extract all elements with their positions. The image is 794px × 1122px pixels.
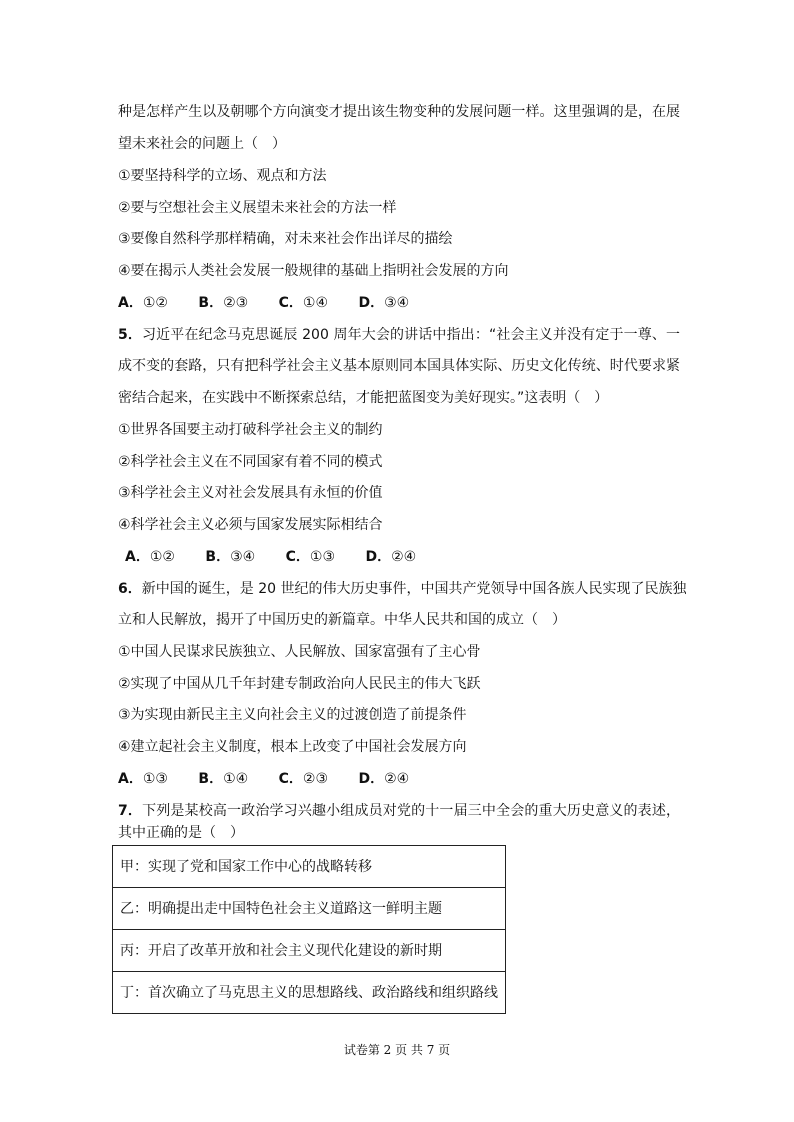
q5-number: 5． bbox=[118, 327, 143, 343]
q4-stem-line-2: 望未来社会的问题上（ ） bbox=[118, 136, 286, 152]
option-letter: C． bbox=[278, 295, 303, 311]
q6-option-d[interactable] bbox=[358, 769, 409, 789]
q5-statement-4: ④科学社会主义必须与国家发展实际相结合 bbox=[118, 517, 383, 533]
option-text: ①④ bbox=[302, 295, 329, 311]
q4-option-d[interactable] bbox=[358, 293, 409, 313]
option-text: ②③ bbox=[302, 771, 329, 787]
q5-stem-line-3: 密结合起来，在实践中不断探索总结，才能把蓝图变为美好现实。”这表明（ ） bbox=[118, 390, 609, 406]
q5-statement-3: ③科学社会主义对社会发展具有永恒的价值 bbox=[118, 485, 383, 501]
option-letter: A． bbox=[125, 549, 150, 565]
q6-stem-line-1 bbox=[118, 579, 687, 599]
option-text: ①③ bbox=[142, 771, 168, 787]
option-text: ②③ bbox=[223, 295, 249, 311]
table-cell: 乙：明确提出走中国特色社会主义道路这一鲜明主题 bbox=[113, 888, 506, 930]
option-letter: D． bbox=[365, 549, 392, 565]
option-text: ①④ bbox=[223, 771, 249, 787]
q5-option-a[interactable] bbox=[125, 547, 175, 567]
q6-number: 6． bbox=[118, 581, 142, 597]
q6-statement-2: ②实现了中国从几千年封建专制政治向人民民主的伟大飞跃 bbox=[118, 676, 481, 692]
option-text: ③④ bbox=[230, 549, 256, 565]
q6-statement-3: ③为实现由新民主主义向社会主义的过渡创造了前提条件 bbox=[118, 707, 467, 723]
q6-option-c[interactable] bbox=[279, 769, 328, 789]
option-letter: D． bbox=[358, 295, 385, 311]
q7-number: 7． bbox=[118, 803, 143, 819]
option-text: ②④ bbox=[384, 771, 410, 787]
option-text: ①② bbox=[142, 295, 168, 311]
option-text: ②④ bbox=[391, 549, 417, 565]
table-row bbox=[113, 888, 506, 930]
option-letter: B． bbox=[198, 771, 224, 787]
q5-option-c[interactable] bbox=[286, 547, 335, 567]
q4-stem-line-1: 种是怎样产生以及朝哪个方向演变才提出该生物变种的发展问题一样。这里强调的是，在展 bbox=[118, 104, 680, 120]
q5-statement-2: ②科学社会主义在不同国家有着不同的模式 bbox=[118, 454, 383, 470]
q4-option-a[interactable] bbox=[118, 293, 168, 313]
q4-option-c[interactable] bbox=[279, 293, 328, 313]
option-letter: D． bbox=[358, 771, 385, 787]
q4-statement-4: ④要在揭示人类社会发展一般规律的基础上指明社会发展的方向 bbox=[118, 263, 509, 279]
table-row bbox=[113, 972, 506, 1014]
q6-options bbox=[118, 769, 435, 789]
option-letter: C． bbox=[278, 771, 303, 787]
option-text: ③④ bbox=[384, 295, 410, 311]
q5-option-d[interactable] bbox=[365, 547, 416, 567]
q5-statement-1: ①世界各国要主动打破科学社会主义的制约 bbox=[118, 422, 383, 438]
q7-stem-line-1 bbox=[118, 801, 680, 821]
q5-options bbox=[125, 547, 442, 567]
q4-statement-1: ①要坚持科学的立场、观点和方法 bbox=[118, 168, 327, 184]
q7-stem-line-2: 其中正确的是（ ） bbox=[118, 825, 244, 841]
option-text: ①③ bbox=[309, 549, 336, 565]
q5-stem-line-1 bbox=[118, 325, 680, 345]
q6-stem-line-2: 立和人民解放，揭开了中国历史的新篇章。中华人民共和国的成立（ ） bbox=[118, 612, 566, 628]
option-letter: B． bbox=[205, 549, 231, 565]
option-letter: A． bbox=[118, 771, 143, 787]
option-letter: B． bbox=[198, 295, 224, 311]
q6-option-b[interactable] bbox=[198, 769, 248, 789]
table-cell: 丁：首次确立了马克思主义的思想路线、政治路线和组织路线 bbox=[113, 972, 506, 1014]
q7-statement-table bbox=[112, 845, 506, 1014]
option-letter: C． bbox=[285, 549, 310, 565]
q6-statement-4: ④建立起社会主义制度，根本上改变了中国社会发展方向 bbox=[118, 739, 467, 755]
q7-stem-text-1: 下列是某校高一政治学习兴趣小组成员对党的十一届三中全会的重大历史意义的表述， bbox=[142, 803, 680, 819]
q6-statement-1: ①中国人民谋求民族独立、人民解放、国家富强有了主心骨 bbox=[118, 644, 481, 660]
q5-stem-text-1: 习近平在纪念马克思诞辰 200 周年大会的讲话中指出：“社会主义并没有定于一尊、一 bbox=[142, 327, 681, 343]
q4-option-b[interactable] bbox=[198, 293, 248, 313]
q5-option-b[interactable] bbox=[205, 547, 255, 567]
q6-option-a[interactable] bbox=[118, 769, 168, 789]
table-row bbox=[113, 846, 506, 888]
page-footer: 试卷第 2 页 共 7 页 bbox=[343, 1043, 451, 1057]
q4-statement-2: ②要与空想社会主义展望未来社会的方法一样 bbox=[118, 200, 397, 216]
q6-stem-text-1: 新中国的诞生，是 20 世纪的伟大历史事件，中国共产党领导中国各族人民实现了民族独 bbox=[141, 581, 687, 597]
table-row bbox=[113, 930, 506, 972]
option-letter: A． bbox=[118, 295, 143, 311]
q5-stem-line-2: 成不变的套路，只有把科学社会主义基本原则同本国具体实际、历史文化传统、时代要求紧 bbox=[118, 358, 680, 374]
q4-options bbox=[118, 293, 435, 313]
option-text: ①② bbox=[149, 549, 175, 565]
table-cell: 丙：开启了改革开放和社会主义现代化建设的新时期 bbox=[113, 930, 506, 972]
q4-statement-3: ③要像自然科学那样精确，对未来社会作出详尽的描绘 bbox=[118, 231, 453, 247]
table-cell: 甲：实现了党和国家工作中心的战略转移 bbox=[113, 846, 506, 888]
